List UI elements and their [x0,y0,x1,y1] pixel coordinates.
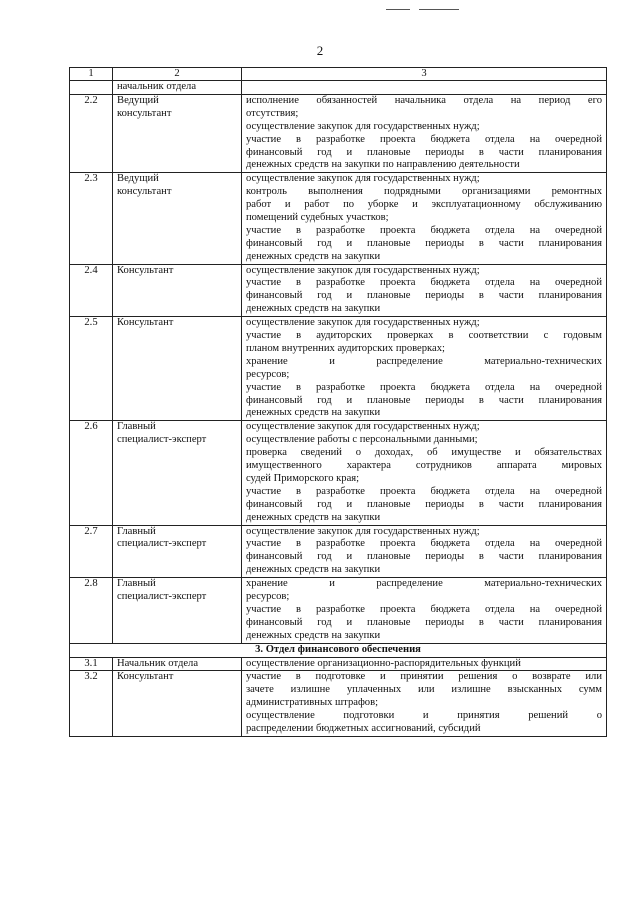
position-title-line: консультант [117,186,172,198]
position-cell [113,657,242,671]
section-heading-row [70,643,607,657]
duty-line: исполнение обязанностей начальника отдела на период его [246,94,602,106]
position-title-line: Ведущий [117,173,159,185]
position-title-line: начальник отдела [117,81,197,92]
position-cell [113,81,242,95]
row-number: 2.5 [70,317,113,421]
position-cell [113,94,242,172]
position-cell [113,525,242,578]
table-row [70,317,607,421]
duty-line: денежных средств на закупки [246,564,381,576]
duty-line: денежных средств на закупки [246,250,381,262]
duty-line: хранение и распределение материально-технических [246,578,602,590]
column-header: 1 [70,68,113,81]
position-cell [113,173,242,264]
duties-cell [242,81,607,95]
duties-cell [242,578,607,643]
position-title-line: Главный [117,421,156,433]
duty-line: участие в разработке проекта бюджета отдела на очередной [246,224,602,236]
duty-line: финансовый год и плановые периоды в части планирования [246,551,602,563]
duty-line: финансовый год и плановые периоды в части планирования [246,146,602,158]
duty-line: осуществление закупок для государственных нужд; [246,421,480,433]
table-row [70,525,607,578]
duty-line: участие в подготовке и принятии решения о возврате или [246,671,602,683]
duty-line: осуществление закупок для государственных нужд; [246,317,480,329]
duties-cell [242,525,607,578]
duty-line: участие в разработке проекта бюджета отдела на очередной [246,133,602,145]
position-title-line: Главный [117,525,156,537]
duty-line: денежных средств на закупки [246,303,381,315]
duty-line: осуществление закупок для государственных нужд; [246,173,480,185]
duties-cell [242,657,607,671]
table-row [70,657,607,671]
duty-line: участие в разработке проекта бюджета отдела на очередной [246,381,602,393]
position-cell [113,421,242,525]
position-title-line: Консультант [117,671,174,683]
table-row [70,578,607,643]
duty-line: участие в аудиторских проверках в соответствии с годовым [246,330,602,342]
duties-cell [242,173,607,264]
duty-line: осуществление подготовки и принятия решений о [246,710,602,722]
position-cell [113,264,242,317]
position-cell [113,317,242,421]
duty-line: участие в разработке проекта бюджета отдела на очередной [246,277,602,289]
column-header: 3 [242,68,607,81]
duty-line: финансовый год и плановые периоды в части планирования [246,394,602,406]
section-heading: 3. Отдел финансового обеспечения [70,643,607,657]
duty-line: финансовый год и плановые периоды в части планирования [246,290,602,302]
duties-cell [242,671,607,736]
table-row [70,671,607,736]
duty-line: контроль выполнения подрядными организациями ремонтных [246,186,602,198]
table-row [70,94,607,172]
position-cell [113,578,242,643]
row-number: 3.2 [70,671,113,736]
duty-line: денежных средств на закупки [246,511,381,523]
top-rule [386,9,410,10]
duty-line: ресурсов; [246,368,290,380]
row-number [70,81,113,95]
row-number: 2.7 [70,525,113,578]
table-row [70,264,607,317]
row-number: 2.4 [70,264,113,317]
duty-line: отсутствия; [246,107,299,119]
duties-cell [242,317,607,421]
duties-table [69,67,607,737]
duty-line: участие в разработке проекта бюджета отдела на очередной [246,603,602,615]
row-number: 2.3 [70,173,113,264]
table-header-row [70,68,607,81]
duty-line: зачете излишне уплаченных или излишне взысканных сумм [246,684,602,696]
duty-line: судей Приморского края; [246,472,360,484]
row-number: 2.8 [70,578,113,643]
table-row [70,421,607,525]
page-number: 2 [316,43,324,58]
duty-line: ресурсов; [246,591,290,603]
duty-line: денежных средств на закупки [246,407,381,419]
position-title-line: консультант [117,107,172,119]
position-title-line: Начальник отдела [117,657,199,669]
row-number: 2.2 [70,94,113,172]
duty-line: финансовый год и плановые периоды в части планирования [246,237,602,249]
position-title-line: специалист-эксперт [117,434,207,446]
duty-line: хранение и распределение материально-технических [246,355,602,367]
duty-line: распределении бюджетных ассигнований, субсидий [246,723,481,735]
duty-line: осуществление организационно-распорядительных функций [246,657,521,669]
position-title-line: Консультант [117,317,174,329]
duties-cell [242,94,607,172]
position-title-line: специалист-эксперт [117,591,207,603]
duty-line: помещений судебных участков; [246,211,389,223]
duty-line: осуществление закупок для государственных нужд; [246,525,480,537]
duty-line: финансовый год и плановые периоды в части планирования [246,498,602,510]
duty-line: административных штрафов; [246,697,379,709]
duty-line: имущественного характера сотрудников аппарата мировых [246,460,602,472]
table-row [70,81,607,95]
row-number: 2.6 [70,421,113,525]
duty-line: денежных средств на закупки [246,629,381,641]
position-title-line: специалист-эксперт [117,538,207,550]
table-row [70,173,607,264]
position-title-line: Консультант [117,264,174,276]
row-number: 3.1 [70,657,113,671]
duty-line: осуществление закупок для государственных нужд; [246,120,480,132]
duty-line: осуществление закупок для государственных нужд; [246,264,480,276]
duty-line: осуществление работы с персональными данными; [246,434,478,446]
duty-line: финансовый год и плановые периоды в части планирования [246,616,602,628]
duty-line: работ и работ по уборке и эксплуатационному обслуживанию [246,199,602,211]
duty-line: планом внутренних аудиторских проверках; [246,342,445,354]
column-header: 2 [113,68,242,81]
duty-line: участие в разработке проекта бюджета отдела на очередной [246,485,602,497]
duty-line: проверка сведений о доходах, об имуществе и обязательствах [246,447,602,459]
position-cell [113,671,242,736]
duties-cell [242,264,607,317]
position-title-line: Главный [117,578,156,590]
top-rule [419,9,459,10]
duty-line: участие в разработке проекта бюджета отдела на очередной [246,538,602,550]
position-title-line: Ведущий [117,94,159,106]
duties-cell [242,421,607,525]
duty-line: денежных средств на закупки по направлению деятельности [246,159,520,171]
